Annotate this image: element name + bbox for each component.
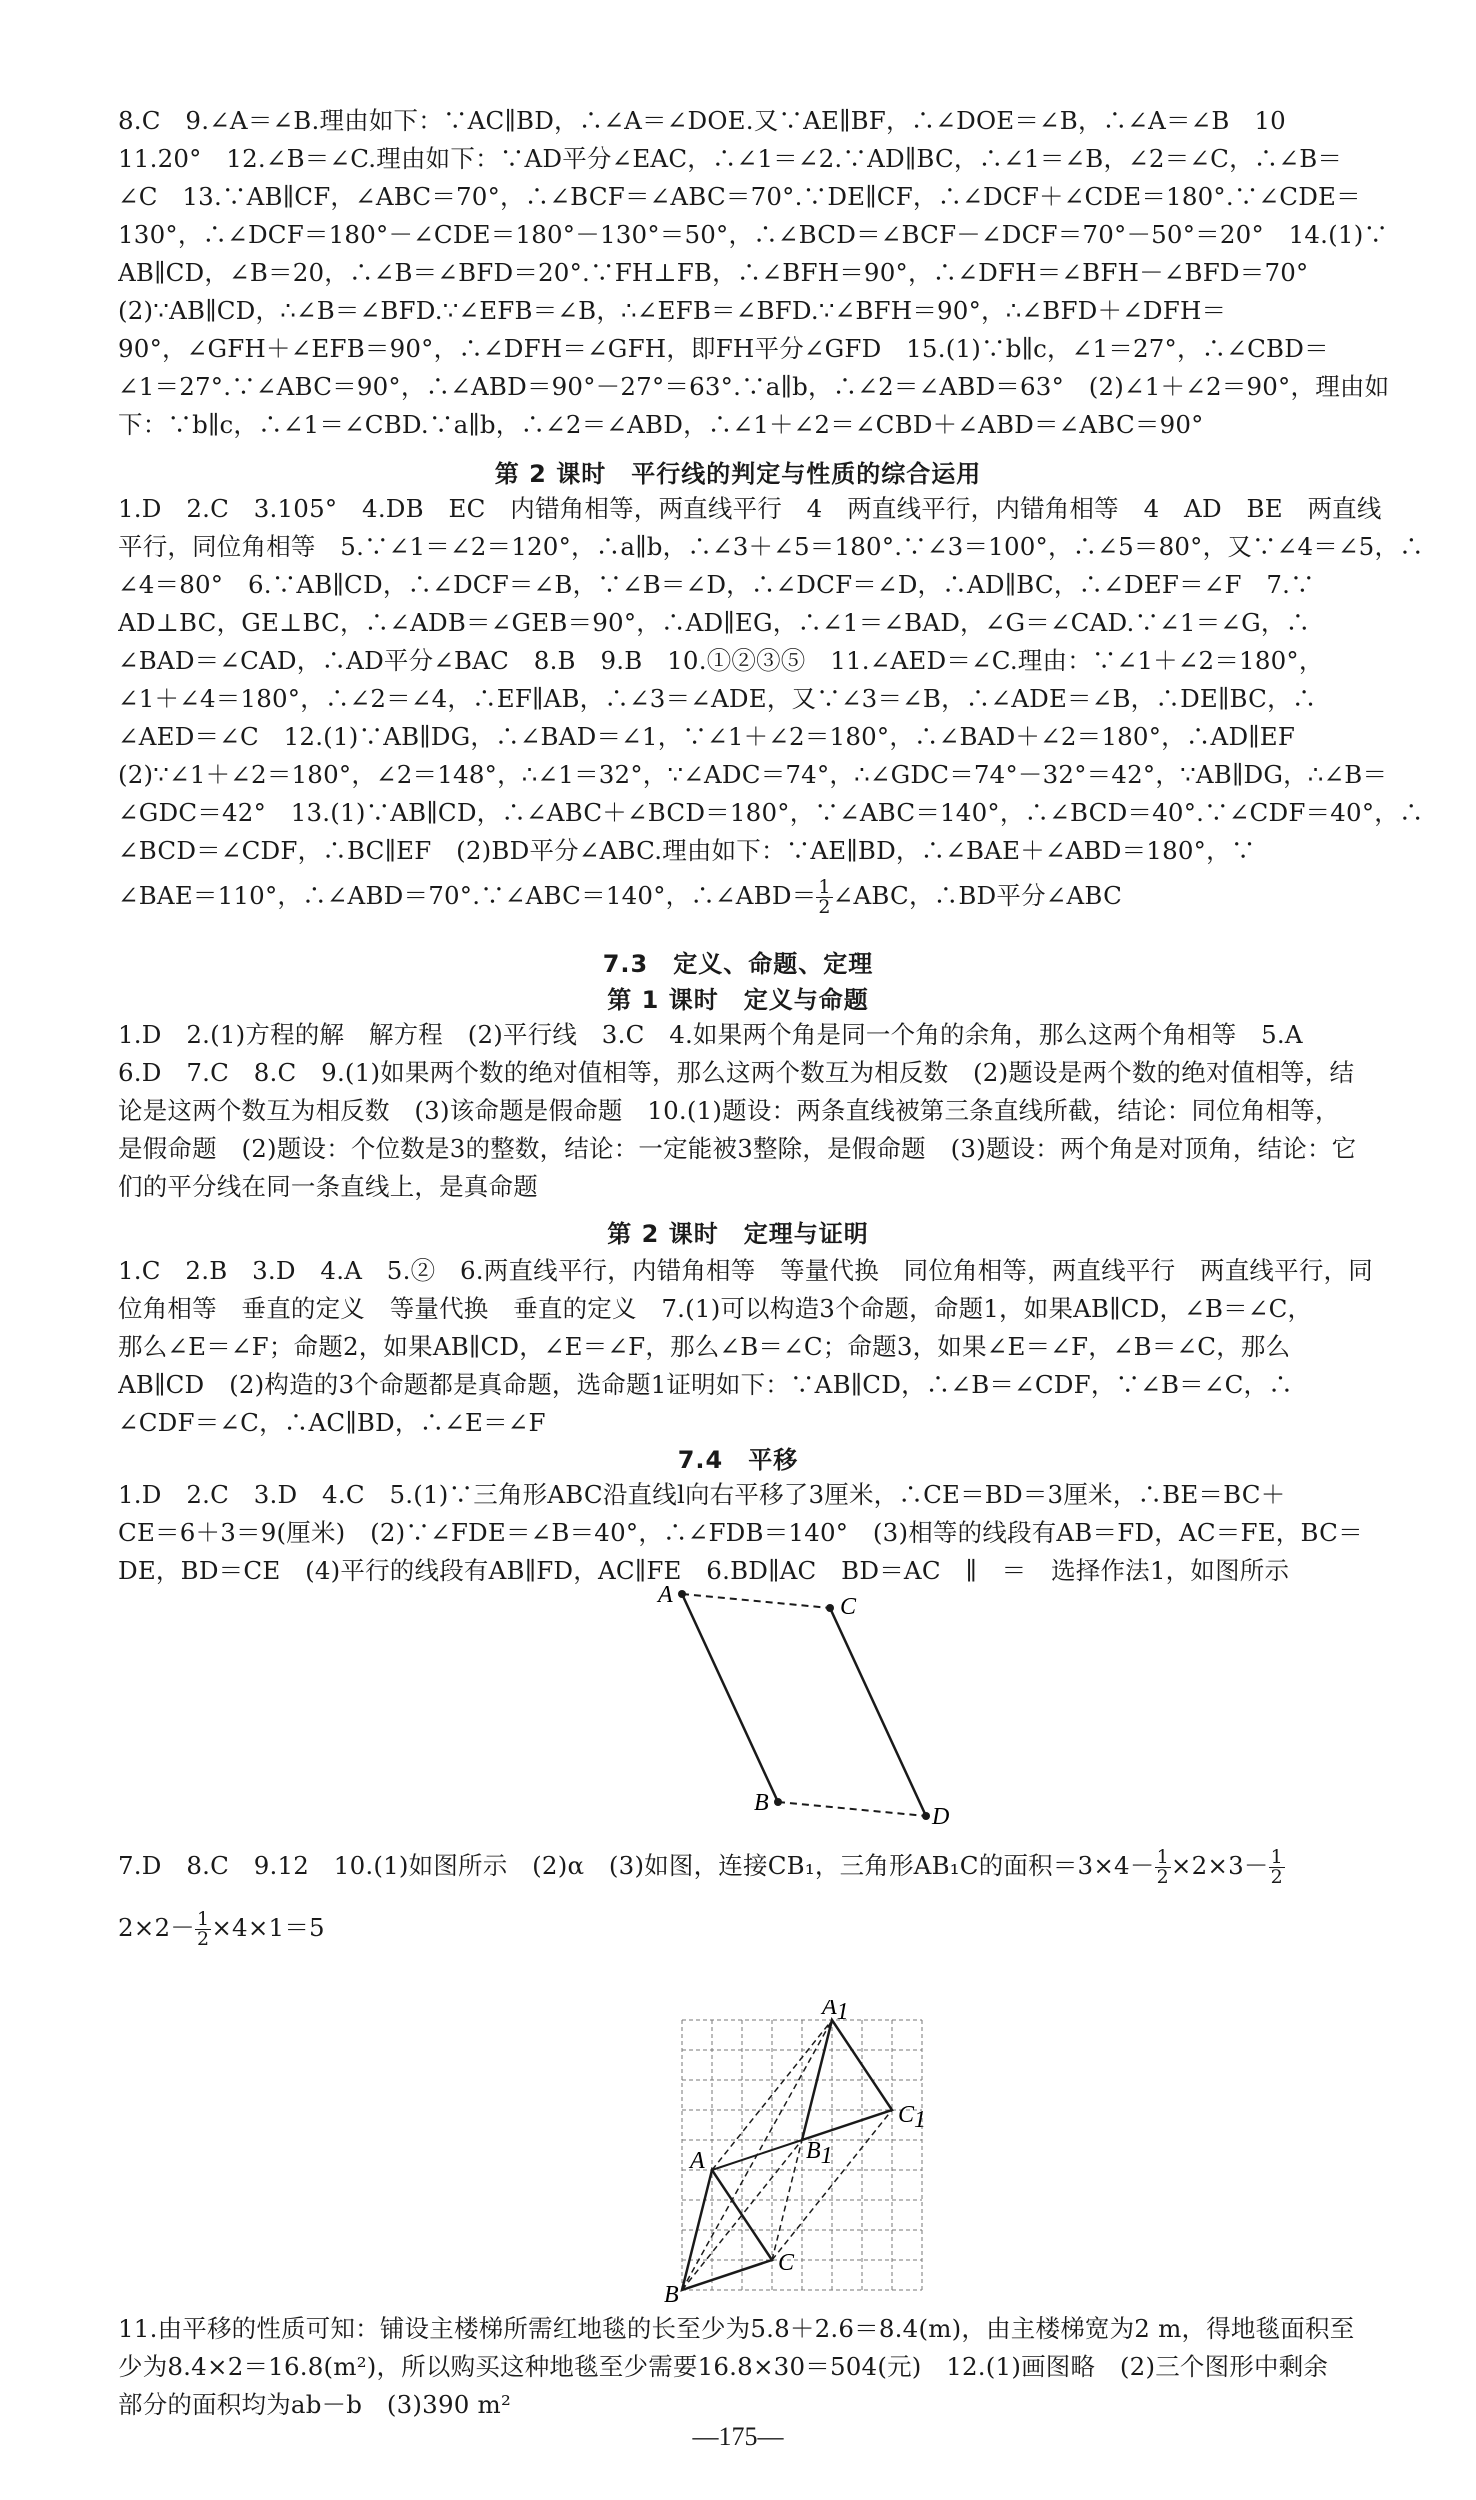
label-b: B [664,2282,679,2304]
label-c: C [840,1594,857,1620]
text-line: ∠CDF＝∠C，∴AC∥BD，∴∠E＝∠F [118,1408,546,1437]
label-a1: A1 [822,2000,849,2025]
text-line: 11.由平移的性质可知：铺设主楼梯所需红地毯的长至少为5.8＋2.6＝8.4(m)，由主楼梯宽为2 m，得地毯面积至 [118,2314,1355,2343]
text-segment: 7.D 8.C 9.12 10.(1)如图所示 (2)α (3)如图，连接CB₁，三角形AB₁C的面积＝3×4－ [118,1851,1155,1880]
text-line: ∠1＋∠4＝180°，∴∠2＝∠4，∴EF∥AB，∴∠3＝∠ADE，又∵∠3＝∠B，∴∠ADE＝∠B，∴DE∥BC，∴ [118,684,1317,713]
section-7-3-lesson1-answers [118,1016,1476,1206]
fraction-denominator: 2 [1270,1866,1283,1888]
point-c [826,1604,834,1612]
label-b1: B1 [806,2138,833,2169]
parallelogram-svg [640,1584,960,1828]
text-line: ∠BCD＝∠CDF，∴BC∥EF (2)BD平分∠ABC.理由如下：∵AE∥BD，∴∠BAE＋∠ABD＝180°，∵ [118,836,1256,865]
point-a [678,1590,686,1598]
label-a: A [658,1584,673,1608]
section-subheading: 第 1 课时 定义与命题 [607,986,869,1014]
section-heading: 7.3 定义、命题、定理 [602,950,874,978]
fraction-numerator: 1 [818,876,831,898]
segment-ab [682,1594,778,1802]
text-line: 6.D 7.C 8.C 9.(1)如果两个数的绝对值相等，那么这两个数互为相反数 (2)题设是两个数的绝对值相等，结 [118,1058,1355,1087]
text-line: (2)∵AB∥CD，∴∠B＝∠BFD.∵∠EFB＝∠B，∴∠EFB＝∠BFD.∵∠BFH＝90°，∴∠BFD＋∠DFH＝ [118,296,1227,325]
page-number: —175— [692,2422,784,2451]
text-line: 11.20° 12.∠B＝∠C.理由如下：∵AD平分∠EAC，∴∠1＝∠2.∵AD∥BC，∴∠1＝∠B，∠2＝∠C，∴∠B＝ [118,144,1343,173]
point-d [922,1812,930,1820]
section-7-2-answers [118,102,1476,444]
text-line: ∠GDC＝42° 13.(1)∵AB∥CD，∴∠ABC＋∠BCD＝180°，∵∠ABC＝140°，∴∠BCD＝40°.∵∠CDF＝40°，∴ [118,798,1424,827]
text-segment: ∠ABC，∴BD平分∠ABC [832,881,1123,910]
text-line: 少为8.4×2＝16.8(m²)，所以购买这种地毯至少需要16.8×30＝504(元) 12.(1)画图略 (2)三个图形中剩余 [118,2352,1329,2381]
fraction-denominator: 2 [1156,1866,1169,1888]
dashed-segment-ac [682,1594,830,1608]
section-7-3-lesson2-answers [118,1252,1476,1442]
fraction-numerator: 1 [197,1908,210,1930]
text-line: AB∥CD (2)构造的3个命题都是真命题，选命题1证明如下：∵AB∥CD，∴∠B＝∠CDF，∵∠B＝∠C，∴ [118,1370,1293,1399]
text-line-with-fraction [118,1900,1476,1956]
text-line: 90°，∠GFH＋∠EFB＝90°，∴∠DFH＝∠GFH，即FH平分∠GFD 15.(1)∵b∥c，∠1＝27°，∴∠CBD＝ [118,334,1329,363]
text-line: 那么∠E＝∠F；命题2，如果AB∥CD，∠E＝∠F，那么∠B＝∠C；命题3，如果∠E＝∠F，∠B＝∠C，那么 [118,1332,1291,1361]
text-line-with-fraction [118,870,1476,922]
text-segment: ∠BAE＝110°，∴∠ABD＝70°.∵∠ABC＝140°，∴∠ABD＝ [118,881,817,910]
section-7-4-answers-continued [118,1838,1476,1956]
text-line: 1.C 2.B 3.D 4.A 5.② 6.两直线平行，内错角相等 等量代换 同位角相等，两直线平行 两直线平行，同 [118,1256,1373,1285]
text-line: ∠4＝80° 6.∵AB∥CD，∴∠DCF＝∠B，∵∠B＝∠D，∴∠DCF＝∠D，∴AD∥BC，∴∠DEF＝∠F 7.∵ [118,570,1315,599]
segment-cd [830,1608,926,1816]
text-line: 部分的面积均为ab－b (3)390 m² [118,2390,511,2419]
fraction [1269,1848,1285,1887]
section-7-4-answers [118,1476,1476,1590]
fraction-numerator: 1 [1156,1846,1169,1868]
point-b [774,1798,782,1806]
translation-grid-svg [662,2000,930,2304]
text-segment: 2×2－ [118,1913,196,1942]
text-line: 1.D 2.C 3.105° 4.DB EC 内错角相等，两直线平行 4 两直线平行，内错角相等 4 AD BE 两直线 [118,494,1382,523]
segment-ab1 [712,2140,802,2170]
text-line: CE＝6＋3＝9(厘米) (2)∵∠FDE＝∠B＝40°，∴∠FDB＝140° (3)相等的线段有AB＝FD，AC＝FE，BC＝ [118,1518,1363,1547]
text-line: 1.D 2.(1)方程的解 解方程 (2)平行线 3.C 4.如果两个角是同一个角的余角，那么这两个角相等 5.A [118,1020,1303,1049]
fraction-denominator: 2 [818,896,831,918]
text-line-with-fraction [118,1838,1476,1894]
text-line: AB∥CD，∠B＝20，∴∠B＝∠BFD＝20°.∵FH⊥FB，∴∠BFH＝90°，∴∠DFH＝∠BFH－∠BFD＝70° [118,258,1309,287]
label-a: A [690,2148,705,2174]
label-d: D [932,1804,950,1828]
text-line: 们的平分线在同一条直线上，是真命题 [118,1172,538,1201]
label-c: C [778,2250,795,2276]
text-line: ∠1＝27°.∵∠ABC＝90°，∴∠ABD＝90°－27°＝63°.∵a∥b，∴∠2＝∠ABD＝63° (2)∠1＋∠2＝90°，理由如 [118,372,1390,401]
section-heading: 第 2 课时 平行线的判定与性质的综合运用 [494,460,982,488]
text-line: 1.D 2.C 3.D 4.C 5.(1)∵三角形ABC沿直线l向右平移了3厘米，∴CE＝BD＝3厘米，∴BE＝BC＋ [118,1480,1286,1509]
text-line: 下：∵b∥c，∴∠1＝∠CBD.∵a∥b，∴∠2＝∠ABD，∴∠1＋∠2＝∠CBD＋∠ABD＝∠ABC＝90° [118,410,1204,439]
text-line: DE，BD＝CE (4)平行的线段有AB∥FD，AC∥FE 6.BD∥AC BD＝AC ∥ ＝ 选择作法1，如图所示 [118,1556,1290,1585]
text-line: 是假命题 (2)题设：个位数是3的整数，结论：一定能被3整除，是假命题 (3)题设：两个角是对顶角，结论：它 [118,1134,1357,1163]
text-line: (2)∵∠1＋∠2＝180°，∠2＝148°，∴∠1＝32°，∵∠ADC＝74°，∴∠GDC＝74°－32°＝42°，∵AB∥DG，∴∠B＝ [118,760,1388,789]
section-7-4-final-answers [118,2310,1476,2424]
text-line: 130°，∴∠DCF＝180°－∠CDE＝180°－130°＝50°，∴∠BCD＝∠BCF－∠DCF＝70°－50°＝20° 14.(1)∵ [118,220,1389,249]
fraction [1155,1848,1171,1887]
section-lesson2-answers [118,490,1476,922]
translation-grid-figure [662,2000,930,2304]
fraction-numerator: 1 [1270,1846,1283,1868]
text-segment: ×2×3－ [1170,1851,1269,1880]
text-line: ∠BAD＝∠CAD，∴AD平分∠BAC 8.B 9.B 10.①②③⑤ 11.∠AED＝∠C.理由：∵∠1＋∠2＝180°， [118,646,1324,675]
section-subheading: 第 2 课时 定理与证明 [607,1220,869,1248]
parallelogram-figure [640,1584,960,1828]
text-line: ∠C 13.∵AB∥CF，∠ABC＝70°，∴∠BCF＝∠ABC＝70°.∵DE∥CF，∴∠DCF＋∠CDE＝180°.∵∠CDE＝ [118,182,1361,211]
text-line: 论是这两个数互为相反数 (3)该命题是假命题 10.(1)题设：两条直线被第三条直线所截，结论：同位角相等， [118,1096,1340,1125]
text-line: 平行，同位角相等 5.∵∠1＝∠2＝120°，∴a∥b，∴∠3＋∠5＝180°.∵∠3＝100°，∴∠5＝80°，又∵∠4＝∠5，∴ [118,532,1424,561]
fraction [816,878,832,917]
text-line: AD⊥BC，GE⊥BC，∴∠ADB＝∠GEB＝90°，∴AD∥EG，∴∠1＝∠BAD，∠G＝∠CAD.∵∠1＝∠G，∴ [118,608,1311,637]
text-line: 8.C 9.∠A＝∠B.理由如下：∵AC∥BD，∴∠A＝∠DOE.又∵AE∥BF，∴∠DOE＝∠B，∴∠A＝∠B 10 [118,106,1286,135]
fraction [195,1910,211,1949]
label-b: B [754,1790,769,1816]
text-line: ∠AED＝∠C 12.(1)∵AB∥DG，∴∠BAD＝∠1，∵∠1＋∠2＝180°，∴∠BAD＋∠2＝180°，∴AD∥EF [118,722,1296,751]
label-c1: C1 [898,2102,927,2133]
text-line: 位角相等 垂直的定义 等量代换 垂直的定义 7.(1)可以构造3个命题，命题1，如果AB∥CD，∠B＝∠C， [118,1294,1313,1323]
dashed-grid [682,2020,922,2290]
section-heading: 7.4 平移 [677,1446,799,1474]
text-segment: ×4×1＝5 [211,1913,325,1942]
dashed-segment-bd [778,1802,926,1816]
fraction-denominator: 2 [197,1928,210,1950]
